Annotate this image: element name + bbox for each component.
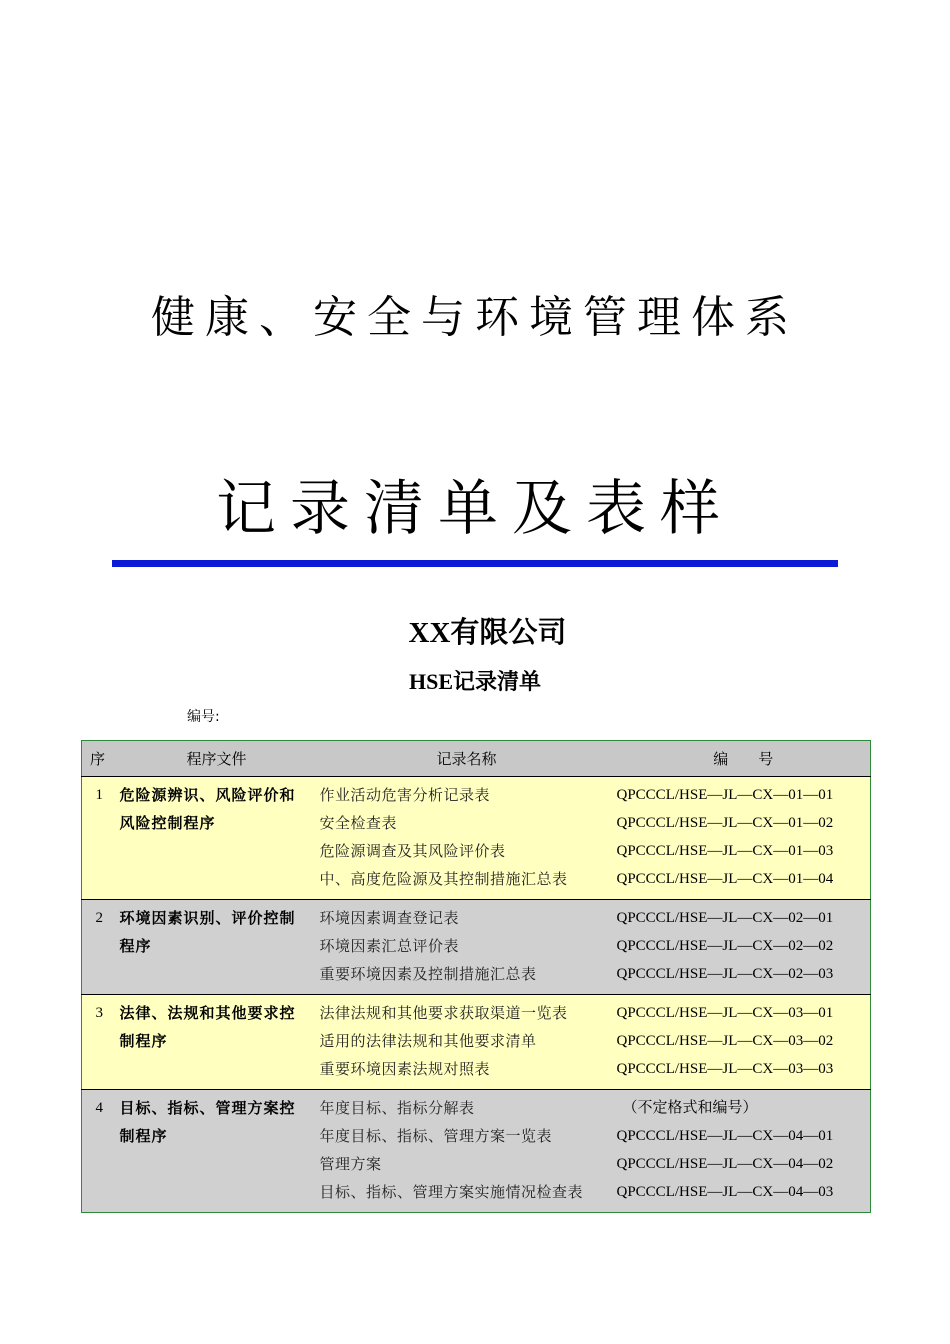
record-names (317, 777, 617, 900)
header-procedure: 程序文件 (117, 741, 317, 777)
header-code: 编 号 (617, 741, 871, 777)
record-name: 重要环境因素法规对照表 (319, 1060, 491, 1078)
record-code: QPCCCL/HSE—JL—CX—01—03 (616, 843, 834, 859)
table-row (82, 1090, 871, 1213)
record-code: QPCCCL/HSE—JL—CX—01—02 (616, 815, 834, 831)
record-names (317, 995, 617, 1090)
procedure-name: 环境因素识别、评价控制程序 (117, 900, 317, 995)
title-divider (112, 560, 838, 567)
record-codes (617, 777, 871, 900)
record-name: 危险源调查及其风险评价表 (319, 842, 506, 860)
document-title-line1: 健康、安全与环境管理体系 (151, 292, 799, 343)
record-name: 安全检查表 (319, 814, 398, 832)
company-name: XX有限公司 (408, 617, 567, 649)
record-name: 环境因素调查登记表 (319, 909, 460, 927)
record-name: 管理方案 (319, 1155, 382, 1173)
record-name: 年度目标、指标、管理方案一览表 (319, 1127, 553, 1145)
record-name: 法律法规和其他要求获取渠道一览表 (319, 1004, 568, 1022)
row-number: 1 (82, 777, 117, 900)
record-name: 作业活动危害分析记录表 (319, 786, 491, 804)
procedure-name: 法律、法规和其他要求控制程序 (117, 995, 317, 1090)
table-header-row (82, 741, 871, 777)
row-number: 4 (82, 1090, 117, 1213)
record-code: QPCCCL/HSE—JL—CX—02—03 (616, 966, 834, 982)
record-code: QPCCCL/HSE—JL—CX—04—02 (616, 1156, 834, 1172)
table-row (82, 900, 871, 995)
record-codes (617, 1090, 871, 1213)
row-number: 3 (82, 995, 117, 1090)
procedure-name: 危险源辨识、风险评价和风险控制程序 (117, 777, 317, 900)
record-names (317, 900, 617, 995)
record-code: QPCCCL/HSE—JL—CX—03—01 (616, 1005, 834, 1021)
table-row (82, 995, 871, 1090)
record-codes (617, 995, 871, 1090)
record-code: QPCCCL/HSE—JL—CX—01—01 (616, 787, 834, 803)
procedure-name: 目标、指标、管理方案控制程序 (117, 1090, 317, 1213)
record-name: 年度目标、指标分解表 (319, 1099, 475, 1117)
record-code: QPCCCL/HSE—JL—CX—04—03 (616, 1184, 834, 1200)
record-code: QPCCCL/HSE—JL—CX—03—02 (616, 1033, 834, 1049)
table-row (82, 777, 871, 900)
row-number: 2 (82, 900, 117, 995)
record-code: QPCCCL/HSE—JL—CX—02—01 (616, 910, 834, 926)
record-name: 目标、指标、管理方案实施情况检查表 (319, 1183, 584, 1201)
record-code: QPCCCL/HSE—JL—CX—02—02 (616, 938, 834, 954)
record-names (317, 1090, 617, 1213)
list-subtitle: HSE记录清单 (408, 669, 542, 694)
record-code: QPCCCL/HSE—JL—CX—01—04 (616, 871, 834, 887)
record-name: 重要环境因素及控制措施汇总表 (319, 965, 537, 983)
record-table (81, 740, 871, 1213)
record-code: QPCCCL/HSE—JL—CX—04—01 (616, 1128, 834, 1144)
record-codes (617, 900, 871, 995)
document-title-line2: 记录清单及表样 (216, 474, 734, 544)
header-record-name: 记录名称 (317, 741, 617, 777)
record-code: QPCCCL/HSE—JL—CX—03—03 (616, 1061, 834, 1077)
record-name: 适用的法律法规和其他要求清单 (319, 1032, 537, 1050)
record-name: 中、高度危险源及其控制措施汇总表 (319, 870, 568, 888)
record-code: （不定格式和编号） (622, 1100, 758, 1116)
record-name: 环境因素汇总评价表 (319, 937, 460, 955)
code-label: 编号: (187, 709, 220, 725)
header-seq: 序 (82, 741, 117, 777)
